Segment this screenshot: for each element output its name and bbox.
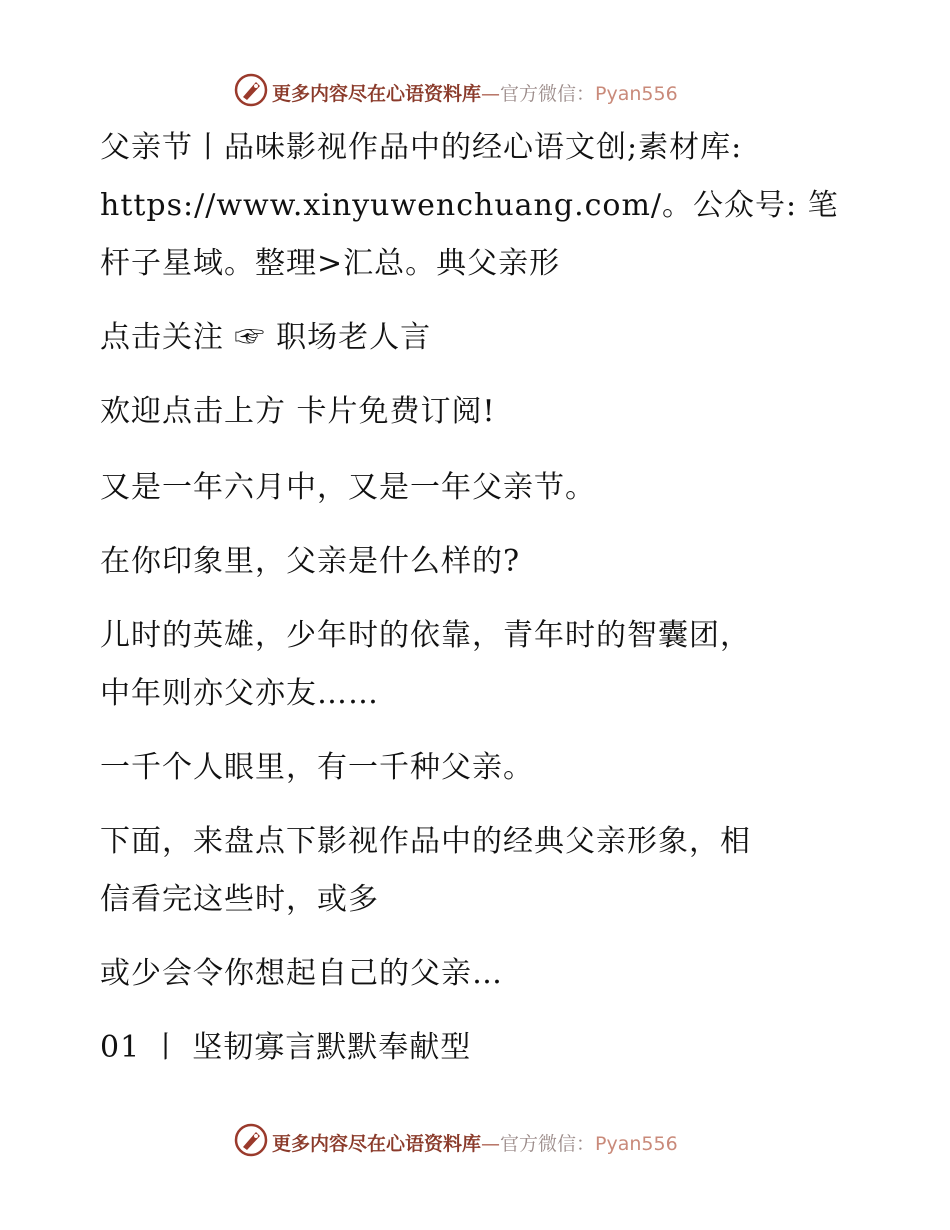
body-line: 父亲节丨品味影视作品中的经心语文创;素材库: [100,130,743,165]
body-line: 信看完这些时，或多 [100,882,379,917]
body-line: 下面，来盘点下影视作品中的经典父亲形象，相 [100,824,751,859]
body-line: 在你印象里，父亲是什么样的? [100,544,521,579]
header-banner [0,70,950,110]
banner-text: 更多内容尽在心语资料库—官方微信：Pyan556 [272,83,678,105]
pen-nib-logo-icon [234,73,268,107]
banner-text: 更多内容尽在心语资料库—官方微信：Pyan556 [272,1133,678,1155]
body-line: 又是一年六月中，又是一年父亲节。 [100,470,596,505]
section-heading: 01 丨 坚韧寡言默默奉献型 [100,1030,472,1065]
body-line: https://www.xinyuwenchuang.com/。公众号: 笔 [100,188,839,223]
body-line: 中年则亦父亦友…… [100,676,379,711]
body-line: 或少会令你想起自己的父亲… [100,956,503,991]
body-line: 一千个人眼里，有一千种父亲。 [100,750,534,785]
body-line: 儿时的英雄，少年时的依靠，青年时的智囊团， [100,618,751,653]
body-line: 点击关注 ☞ 职场老人言 [100,320,432,355]
pen-nib-logo-icon [234,1123,268,1157]
body-line: 欢迎点击上方 卡片免费订阅! [100,394,496,429]
footer-banner [0,1120,950,1160]
body-line: 杆子星域。整理>汇总。典父亲形 [100,246,561,281]
